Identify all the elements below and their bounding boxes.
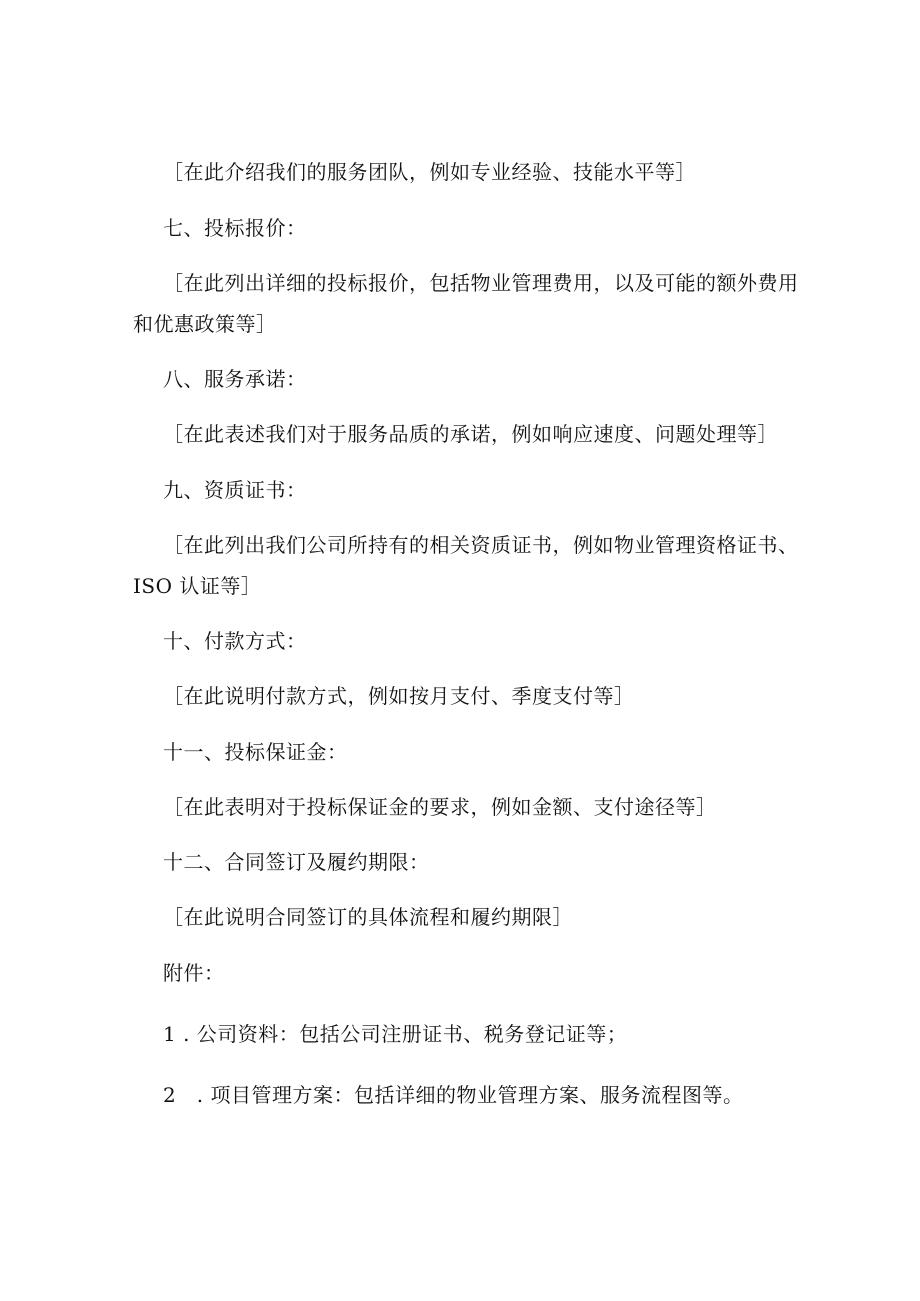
bid-deposit-description: ［在此表明对于投标保证金的要求，例如金额、支付途径等］ (163, 795, 717, 819)
qualification-description-line-2: ISO 认证等］ (133, 574, 262, 598)
appendix-heading: 附件： (163, 961, 225, 985)
section-heading-bid-price: 七、投标报价： (163, 216, 307, 240)
qualification-description-line-1: ［在此列出我们公司所持有的相关资质证书，例如物业管理资格证书、 (163, 533, 799, 557)
section-heading-service-commitment: 八、服务承诺： (163, 367, 307, 391)
section-heading-bid-deposit: 十一、投标保证金： (163, 740, 348, 764)
section-heading-contract: 十二、合同签订及履约期限： (163, 850, 430, 874)
section-heading-payment: 十、付款方式： (163, 629, 307, 653)
appendix-item-1: 1 . 公司资料：包括公司注册证书、税务登记证等； (163, 1022, 628, 1046)
team-description: ［在此介绍我们的服务团队，例如专业经验、技能水平等］ (163, 160, 696, 184)
appendix-item-2: 2 . 项目管理方案：包括详细的物业管理方案、服务流程图等。 (163, 1083, 744, 1107)
section-heading-qualification: 九、资质证书： (163, 478, 307, 502)
payment-description: ［在此说明付款方式，例如按月支付、季度支付等］ (163, 684, 635, 708)
service-commitment-description: ［在此表述我们对于服务品质的承诺，例如响应速度、问题处理等］ (163, 422, 778, 446)
bid-price-description-line-1: ［在此列出详细的投标报价，包括物业管理费用，以及可能的额外费用 (163, 271, 799, 295)
contract-description: ［在此说明合同签订的具体流程和履约期限］ (163, 905, 573, 929)
bid-price-description-line-2: 和优惠政策等］ (133, 312, 277, 336)
